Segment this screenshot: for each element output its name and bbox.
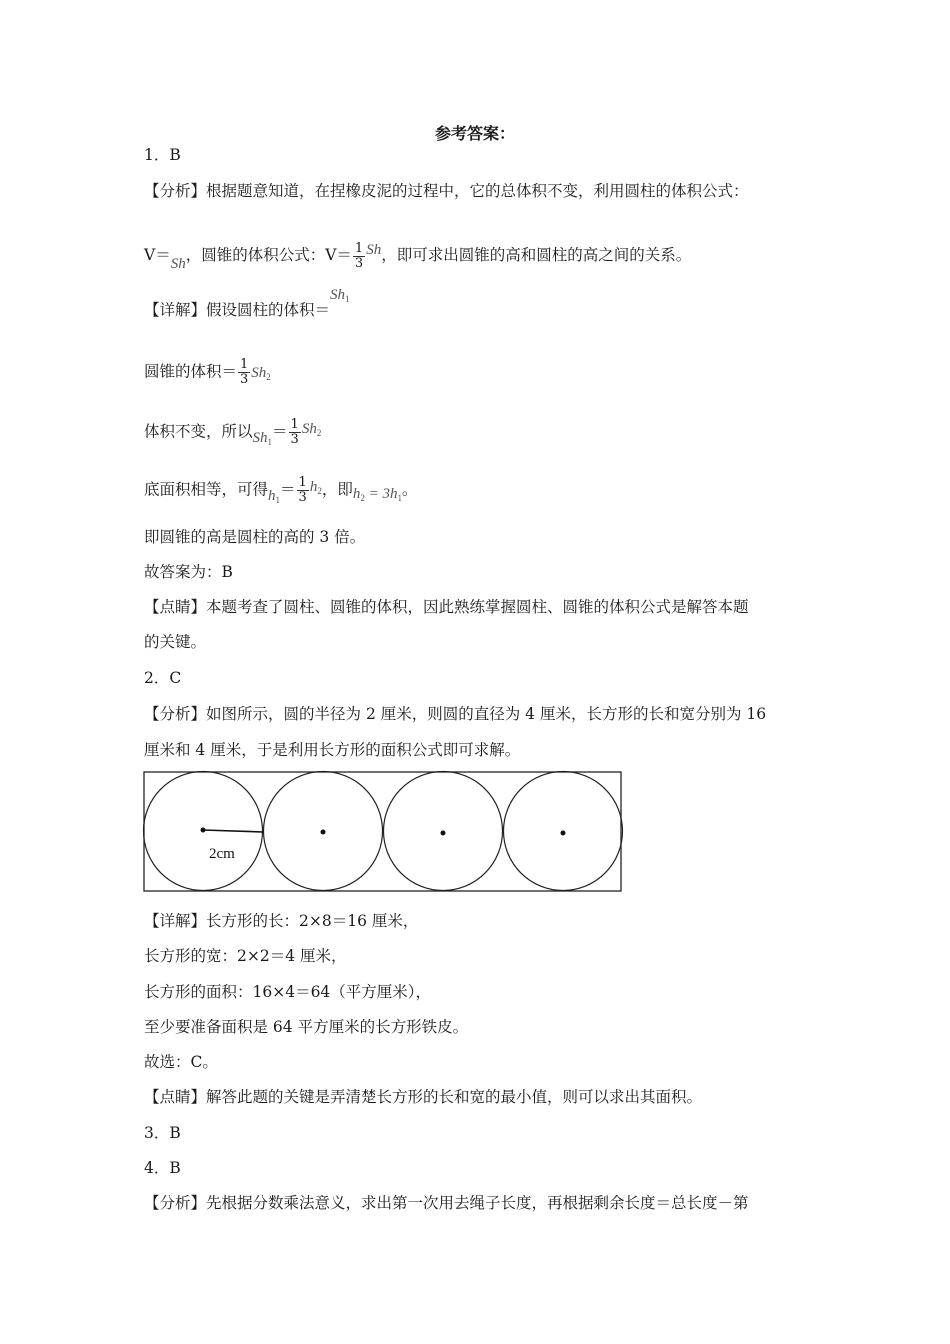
radius-label: 2cm	[209, 846, 235, 862]
q2-analysis-cont: 厘米和 4 厘米，于是利用长方形的面积公式即可求解。	[144, 741, 521, 759]
q4-analysis: 【分析】先根据分数乘法意义，求出第一次用去绳子长度，再根据剩余长度＝总长度－第	[144, 1194, 749, 1212]
center-dot-3	[441, 831, 446, 836]
q1-final-answer: 故答案为：B	[144, 563, 233, 581]
q2-conclusion: 至少要准备面积是 64 平方厘米的长方形铁皮。	[144, 1018, 469, 1036]
q2-area: 长方形的面积：16×4＝64（平方厘米），	[144, 983, 432, 1001]
page-title: 参考答案：	[434, 124, 515, 143]
q1-analysis: 【分析】根据题意知道，在捏橡皮泥的过程中，它的总体积不变，利用圆柱的体积公式：	[144, 182, 749, 200]
q2-final-answer: 故选：C。	[144, 1053, 218, 1071]
q1-detail: 【详解】假设圆柱的体积$=Sh_1$	[144, 287, 350, 319]
center-dot-2	[321, 830, 326, 835]
q2-comment: 【点睛】解答此题的关键是弄清楚长方形的长和宽的最小值，则可以求出其面积。	[144, 1088, 703, 1106]
q1-cone-volume: 圆锥的体积＝ $\frac{1}{3}$ $Sh_2$	[144, 357, 271, 387]
q1-base-equal: 底面积相等，可得$h_1=$ $\frac{1}{3}$ $h_2$，即$h_2 = 3h_1$。	[144, 475, 418, 505]
q2-width: 长方形的宽：2×2＝4 厘米，	[144, 947, 347, 965]
answer-1: 1．B	[144, 146, 181, 164]
q1-conclusion: 即圆锥的高是圆柱的高的 3 倍。	[144, 528, 366, 546]
answer-4: 4．B	[144, 1159, 181, 1177]
q1-volume-equal: 体积不变，所以$Sh_1=$ $\frac{1}{3}$ $Sh_2$	[144, 417, 322, 447]
center-dot-4	[561, 831, 566, 836]
q2-analysis: 【分析】如图所示，圆的半径为 2 厘米，则圆的直径为 4 厘米，长方形的长和宽分别为 16	[144, 705, 767, 723]
q2-detail: 【详解】长方形的长：2×8＝16 厘米，	[144, 912, 419, 930]
q1-comment-cont: 的关键。	[144, 633, 207, 651]
q1-comment: 【点睛】本题考查了圆柱、圆锥的体积，因此熟练掌握圆柱、圆锥的体积公式是解答本题	[144, 598, 749, 616]
answer-2: 2．C	[144, 669, 182, 687]
q1-analysis-formula: V＝Sh，圆锥的体积公式：V＝ $\frac{1}{3}$ Sh，即可求出圆锥的高和圆柱的高之间的关系。	[144, 240, 692, 272]
radius-line	[203, 830, 263, 832]
answer-3: 3．B	[144, 1124, 181, 1142]
